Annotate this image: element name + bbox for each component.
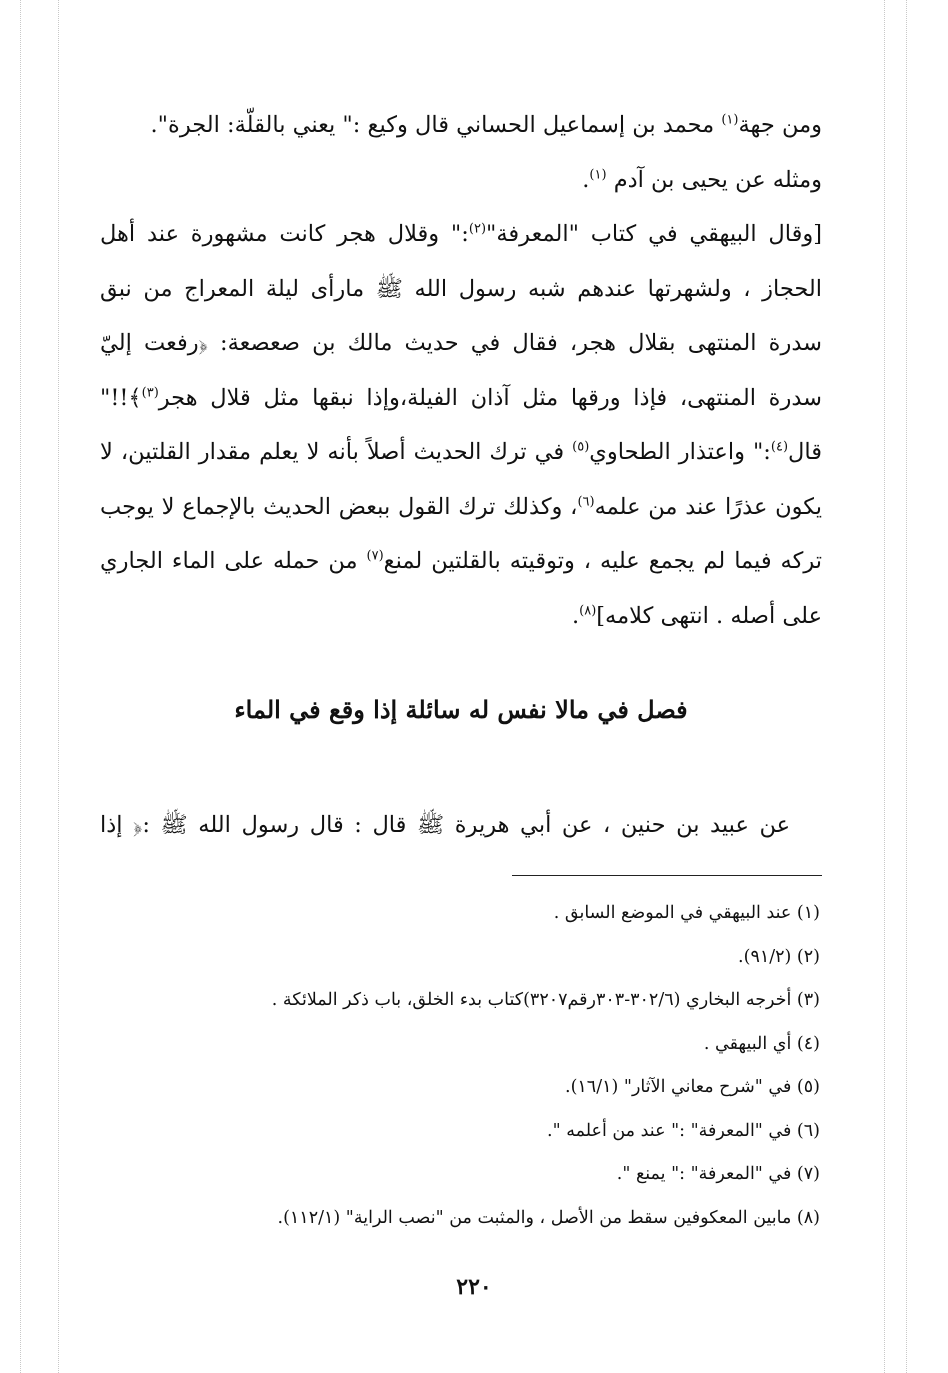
footnote-ref-8: (٨) bbox=[579, 603, 597, 618]
footnote-2: (٢) (٩١/٢). bbox=[738, 946, 820, 967]
hadith-line: عن عبيد بن حنين ، عن أبي هريرة ﷺ قال : قال رسول الله ﷺ :﴿ إذا bbox=[100, 812, 790, 838]
footnote-5: (٥) في "شرح معاني الآثار" (١٦/١). bbox=[565, 1077, 820, 1097]
scan-margin-line bbox=[58, 0, 59, 1373]
footnote-ref-4: (٤) bbox=[770, 439, 789, 455]
scan-margin-line bbox=[884, 0, 885, 1373]
footnote-ref-5: (٥) bbox=[572, 439, 590, 455]
text-line-wakee: ومن جهة$^{(١)}$ محمد بن إسماعيل الحساني قال وكيع :" يعني بالقلّة: الجرة". bbox=[150, 112, 822, 138]
footnote-4: (٤) أي البيهقي . bbox=[703, 1033, 820, 1054]
footnote-8: (٨) مابين المعكوفين سقط من الأصل ، والمثبت من "نصب الراية" (١١٢/١). bbox=[277, 1207, 820, 1228]
text-line-yahya: ومثله عن يحيى بن آدم $^{(١)}$. bbox=[582, 166, 822, 193]
page-number: ٢٢٠ bbox=[456, 1274, 492, 1300]
scan-margin-line bbox=[906, 0, 907, 1373]
footnote-7: (٧) في "المعرفة" :" يمنع ". bbox=[616, 1164, 820, 1184]
section-heading: فصل في مالا نفس له سائلة إذا وقع في الماء bbox=[234, 695, 688, 724]
footnote-ref-6: (٦) bbox=[577, 494, 595, 509]
footnote-ref-3: (٣) bbox=[141, 385, 159, 400]
footnote-6: (٦) في "المعرفة" :" عند من أعلمه ". bbox=[547, 1120, 820, 1141]
footnote-1: (١) عند البيهقي في الموضع السابق . bbox=[553, 903, 820, 923]
scan-margin-line bbox=[20, 0, 21, 1373]
footnote-ref-1: (١) bbox=[589, 167, 607, 182]
footnote-divider bbox=[512, 875, 822, 876]
footnote-3: (٣) أخرجه البخاري (٣٠٢/٦-٣٠٣رقم٣٢٠٧)كتاب بدء الخلق، باب ذكر الملائكة . bbox=[271, 990, 820, 1010]
main-text bbox=[100, 98, 822, 643]
footnotes bbox=[120, 892, 820, 1240]
footnote-ref-7: (٧) bbox=[366, 548, 384, 564]
footnote-ref-1: (١) bbox=[721, 112, 739, 128]
paragraph-bayhaqi: [وقال البيهقي في كتاب "المعرفة"$^{(٢)}$:" وقلال هجر كانت مشهورة عند أهل الحجاز ، ولشهرتها عندهم شبه رسول الله ﷺ مارأى ليلة المعراج من نبق سدرة المنتهى بقلال هجر، فقال في حديث مالك بن صعصعة: ﴿رفعت إليّ سدرة المنتهى، فإذا ورقها مثل آذان الفيلة،وإذا نبقها مثل قلال هجر$^{(٣)}$﴾!!" قال$^{(٤)}$:" واعتذار الطحاوي$^{(٥)}$ في ترك الحديث أصلاً بأنه لا يعلم مقدار القلتين، لا يكون عذرًا عند من علمه$^{(٦)}$، وكذلك ترك القول ببعض الحديث بالإجماع لا يوجب تركه فيما لم يجمع عليه ، وتوقيته بالقلتين لمنع$^{(٧)}$ من حمله على الماء الجاري على أصله . انتهى كلامه]$^{(٨)}$. bbox=[100, 221, 823, 629]
footnote-ref-2: (٢) bbox=[468, 221, 487, 237]
